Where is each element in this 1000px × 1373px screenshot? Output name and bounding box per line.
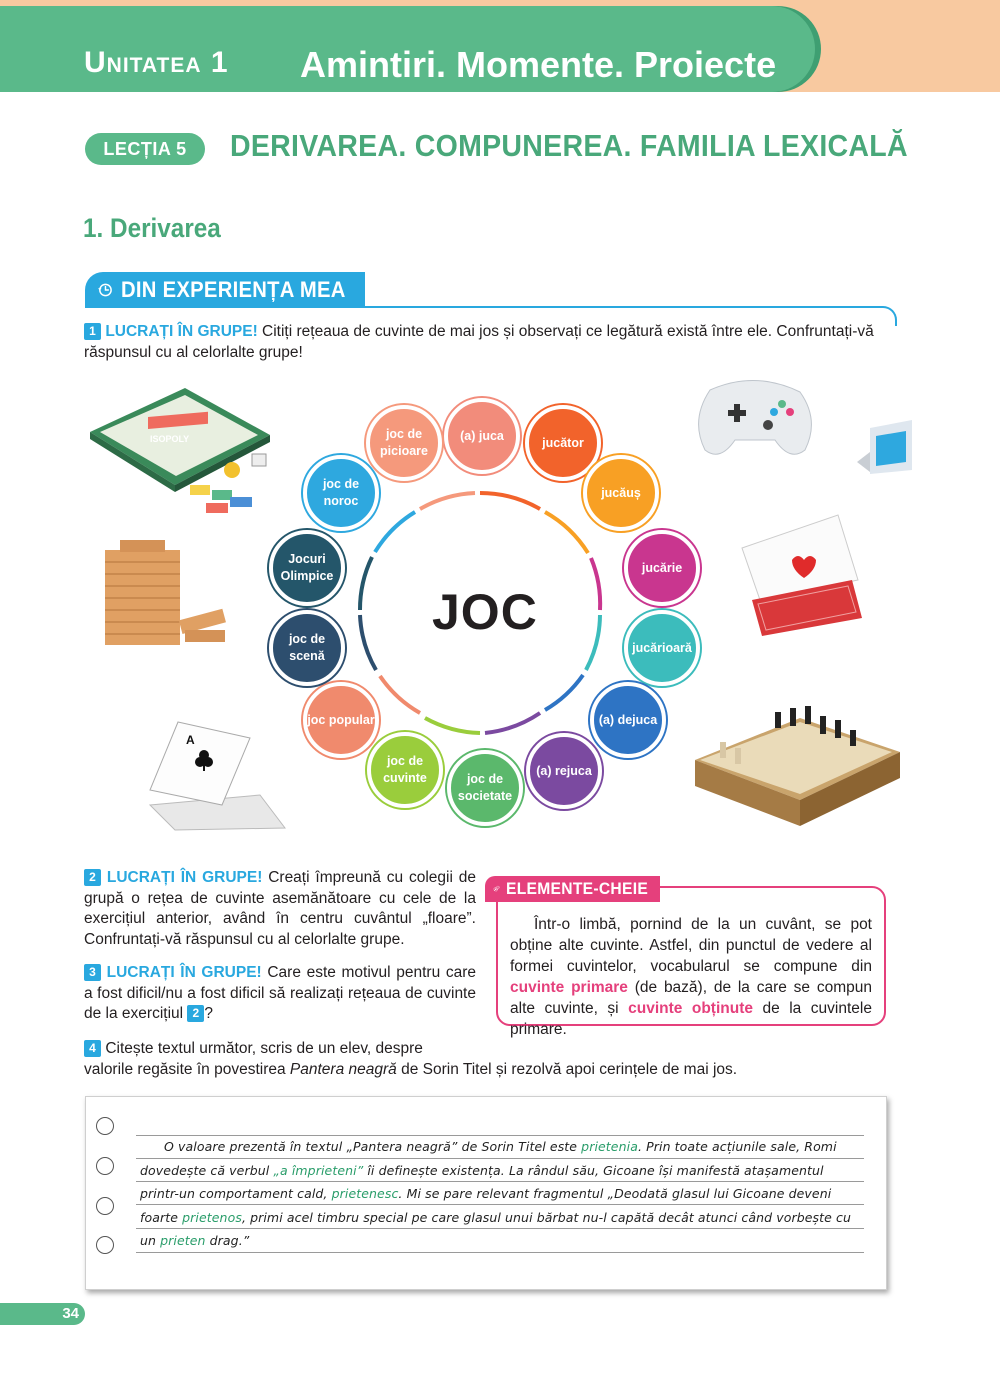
chessboard-illustration: [695, 706, 900, 826]
bubble-a-dejuca: (a) dejuca: [590, 682, 666, 758]
board-game-label: ISOPOLY: [150, 434, 190, 444]
term-primary-words: cuvinte primare: [510, 979, 628, 996]
unit-title: Amintiri. Momente. Proiecte: [300, 44, 777, 85]
exercise-4: 4 Citește textul următor, scris de un elev, despre valorile regăsite în povestirea Pantera neagră de Sorin Titel și rezolvă apoi cerințele de mai jos.: [84, 1040, 738, 1078]
highlighted-word: prietenesc: [331, 1186, 399, 1201]
key-elements-title: ELEMENTE-CHEIE: [505, 879, 648, 898]
exercise-text: Creați împreună cu colegii de grupă o rețea de cuvinte asemănătoare cu cele de la exercițiul anterior, având în centru cuvântul „floare”. Confruntați-vă răspunsul cu al celorlalte grupe.: [84, 869, 476, 948]
highlighted-word: prietenia: [581, 1139, 638, 1154]
wooden-blocks-illustration: [105, 540, 226, 645]
highlighted-word: prieten: [160, 1233, 206, 1248]
history-clock-icon: [97, 276, 113, 304]
bubble-jucaus: jucăuș: [583, 455, 659, 531]
term-derived-words: cuvinte obținute: [628, 1000, 753, 1017]
gears-icon: [493, 879, 500, 899]
book-title: Pantera neagră: [289, 1060, 397, 1078]
bubble-joc-de-scena: joc de scenă: [269, 610, 345, 686]
exercise-lead: LUCRAȚI ÎN GRUPE!: [105, 323, 258, 340]
exercise-1: [84, 322, 894, 363]
bubble-joc-de-cuvinte: joc de cuvinte: [367, 732, 443, 808]
bubble-jucator: jucător: [525, 405, 601, 481]
binder-hole: [96, 1236, 114, 1254]
binder-hole: [96, 1117, 114, 1135]
exercise-text: Citiți rețeaua de cuvinte de mai jos și observați ce legătură există între ele. Confruntați-vă răspunsul cu al celorlalte grupe!: [84, 323, 874, 361]
binder-hole: [96, 1157, 114, 1175]
key-elements-text: Într-o limbă, pornind de la un cuvânt, se pot obține alte cuvinte. Astfel, din punctul de vedere al formei cuvintelor, vocabularul se compune din cuvinte primare (de bază), de la care se compun alte cuvinte, și cuvinte obținute de la cuvintele primare.: [510, 916, 872, 1038]
lesson-title: DERIVAREA. COMPUNEREA. FAMILIA LEXICALĂ: [230, 128, 908, 163]
exercise-number: 2: [84, 869, 101, 886]
bubble-joc-de-noroc: joc de noroc: [303, 455, 379, 531]
center-word: JOC: [432, 584, 538, 640]
student-essay: O valoare prezentă în textul „Pantera neagră” de Sorin Titel este prietenia. Prin toate acțiunile sale, Romi dovedește că verbul „a împrieteni” îi definește existența. La rândul său, Gicoane își manifestă atașamentul printr-un comportament cald, prietenesc. Mi se pare relevant fragmentul „Deodată glasul lui Gicoane deveni foarte prietenos, primi acel timbru special pe care glasul unui bărbat nu-l capătă decât atunci când vorbește cu un prieten drag.”: [140, 1139, 851, 1248]
bubble-a-juca: (a) juca: [444, 398, 520, 474]
bubble-a-rejuca: (a) rejuca: [526, 733, 602, 809]
experience-title: DIN EXPERIENȚA MEA: [120, 277, 346, 302]
bubble-jocuri-olimpice: Jocuri Olimpice: [269, 530, 345, 606]
page-number: 34: [0, 1303, 85, 1325]
bubble-jucarie: jucărie: [624, 530, 700, 606]
binder-hole: [96, 1197, 114, 1215]
unit-label: Unitatea 1: [84, 46, 229, 79]
experience-banner: [85, 272, 365, 308]
exercise-number: 1: [84, 323, 101, 340]
section-title: 1. Derivarea: [83, 213, 221, 243]
highlighted-word: prietenos: [182, 1209, 242, 1225]
exercise-lead: LUCRAȚI ÎN GRUPE!: [106, 964, 262, 981]
bubble-jucarioara: jucărioară: [624, 610, 700, 686]
exercise-2: [84, 868, 476, 950]
exercise-number: 3: [84, 964, 101, 981]
lesson-badge: LECȚIA 5: [85, 133, 205, 165]
bubble-joc-popular: joc popular: [303, 682, 379, 758]
bubble-joc-de-picioare: joc de picioare: [366, 405, 442, 481]
board-game-illustration: [90, 388, 270, 513]
playing-cards-illustration: [742, 515, 862, 636]
svg-text:A: A: [186, 733, 195, 747]
bubble-joc-de-societate: joc de societate: [447, 750, 523, 826]
exercise-3: [84, 963, 476, 1025]
key-elements-tab: [485, 876, 660, 902]
exercise-tail: ?: [204, 1005, 214, 1022]
game-controller-illustration: [699, 380, 812, 454]
ace-card-illustration: [150, 722, 285, 830]
exercise-number: 4: [84, 1040, 101, 1057]
exercise-lead: LUCRAȚI ÎN GRUPE!: [106, 869, 263, 886]
image-gallery-icon: [857, 420, 912, 474]
highlighted-word: „a împrieteni”: [273, 1162, 364, 1178]
exercise-text: Care este motivul pentru care a fost dificil/nu a fost dificil să realizați rețeaua de cuvinte de la exercițiul: [84, 964, 476, 1022]
exercise-reference: 2: [187, 1005, 204, 1022]
